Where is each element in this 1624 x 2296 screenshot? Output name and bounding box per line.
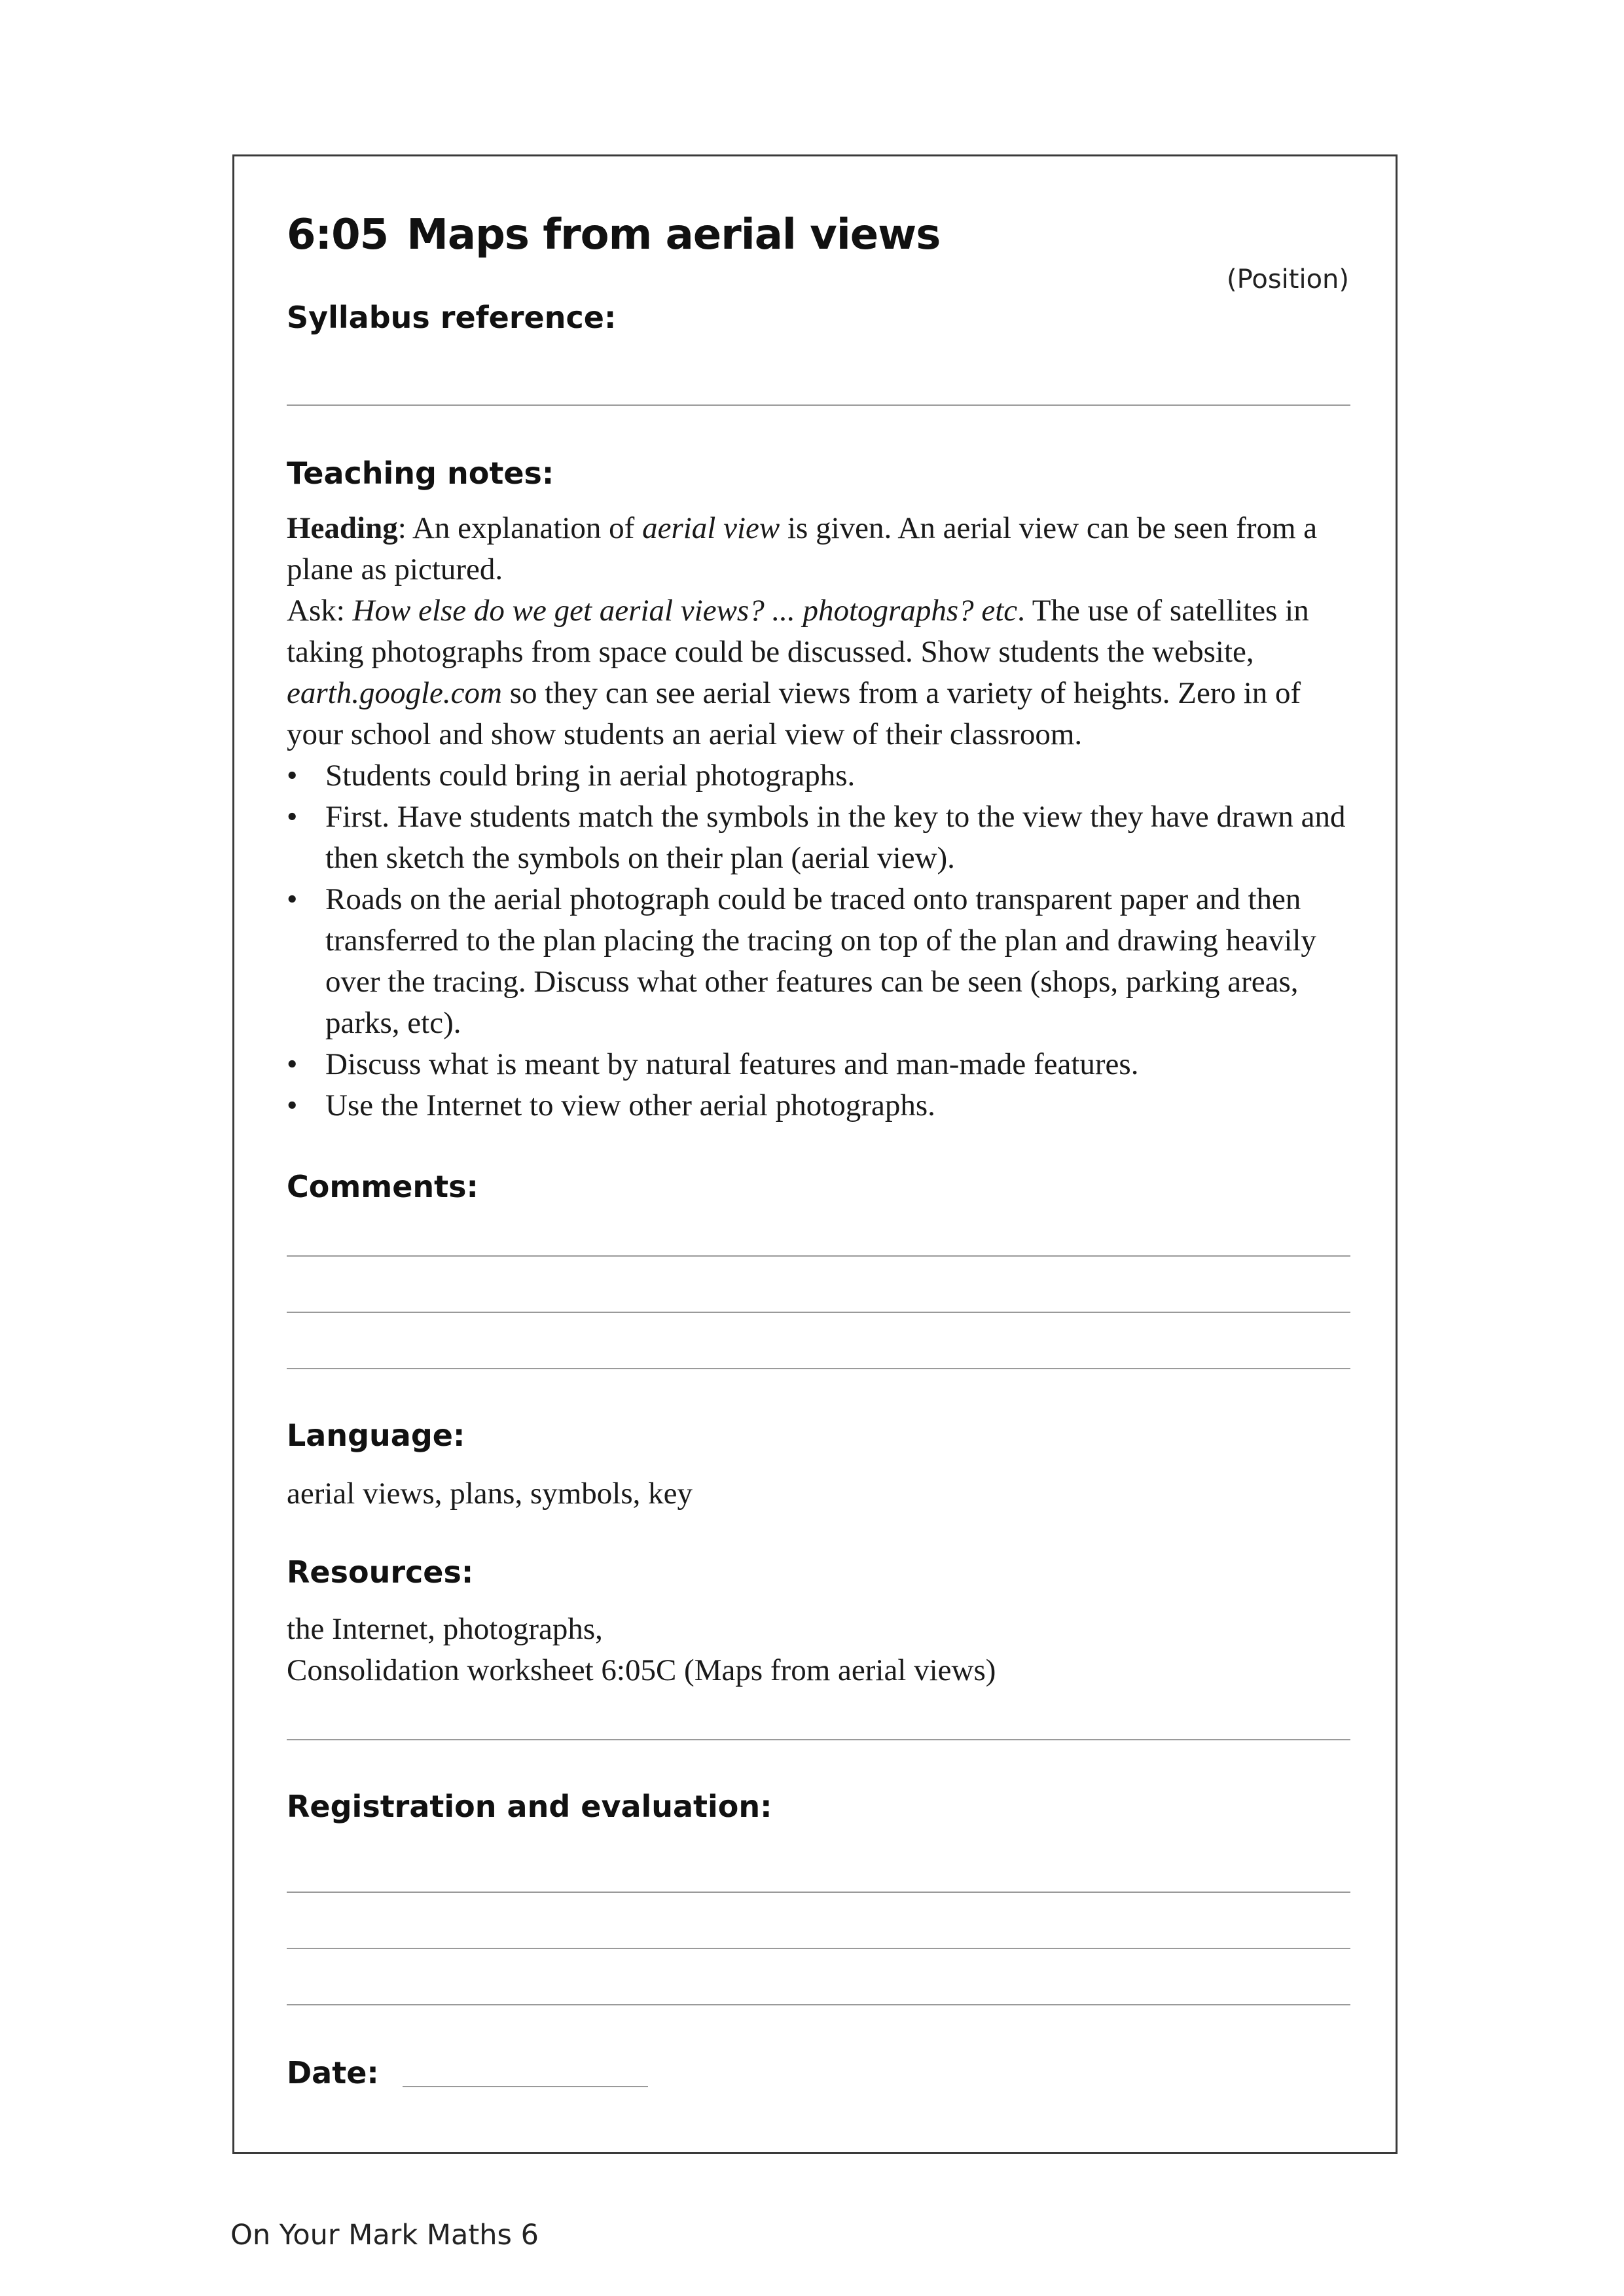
- para2-text-2: . The use of satellites in taking photographs from space could be discussed. Show students the website,: [287, 594, 1309, 669]
- resources-text: [287, 1609, 1360, 1691]
- comments-heading: Comments:: [287, 1169, 478, 1204]
- page-title: [287, 211, 940, 259]
- list-item: [287, 1085, 1360, 1126]
- date-line: [403, 2086, 648, 2087]
- para1-term-aerial-view: aerial view: [642, 511, 780, 545]
- resources-line-2: Consolidation worksheet 6:05C (Maps from aerial views): [287, 1653, 996, 1687]
- bullet-icon: •: [287, 1088, 298, 1122]
- teaching-notes-list: [287, 755, 1360, 1126]
- registration-line-2: [287, 1948, 1350, 1949]
- language-text: aerial views, plans, symbols, key: [287, 1477, 693, 1511]
- para2-text-3: so they can see aerial views from a variety of heights. Zero in of your school and show students an aerial view of their classroom.: [287, 676, 1301, 751]
- list-item: [287, 1044, 1360, 1085]
- list-item-text: Students could bring in aerial photographs.: [325, 759, 856, 793]
- list-item: [287, 879, 1360, 1044]
- resources-line: [287, 1739, 1350, 1740]
- list-item: [287, 797, 1360, 879]
- list-item-text: Roads on the aerial photograph could be traced onto transparent paper and then transferred to the plan placing the tracing on top of the plan and drawing heavily over the tracing. Discuss what other features can be seen (shops, parking areas, parks, etc).: [325, 882, 1316, 1040]
- bullet-icon: •: [287, 882, 298, 916]
- language-heading: Language:: [287, 1418, 465, 1453]
- position-tag: (Position): [1227, 264, 1349, 295]
- date-label: Date:: [287, 2055, 379, 2090]
- para1-text-2: is given. An aerial view can be seen from a plane as pictured.: [287, 511, 1318, 586]
- syllabus-heading: Syllabus reference:: [287, 300, 617, 335]
- section-title: Maps from aerial views: [406, 211, 941, 259]
- resources-line-1: the Internet, photographs,: [287, 1612, 603, 1646]
- registration-heading: Registration and evaluation:: [287, 1789, 772, 1824]
- bullet-icon: •: [287, 759, 298, 793]
- bullet-icon: •: [287, 1047, 298, 1081]
- footer-text: On Your Mark Maths 6: [230, 2219, 539, 2251]
- registration-line-3: [287, 2004, 1350, 2005]
- para2-text-1: Ask:: [287, 594, 353, 628]
- para2-question: How else do we get aerial views? ... photographs? etc: [352, 594, 1018, 628]
- para1-text-1: : An explanation of: [397, 511, 643, 545]
- page-frame: [232, 154, 1398, 2154]
- syllabus-line: [287, 404, 1350, 406]
- section-number: 6:05: [287, 211, 389, 259]
- website-link: earth.google.com: [287, 676, 502, 710]
- heading-term: Heading: [287, 511, 398, 545]
- registration-line-1: [287, 1892, 1350, 1893]
- list-item-text: Use the Internet to view other aerial photographs.: [325, 1088, 935, 1122]
- teaching-notes-paragraph-2: [287, 590, 1360, 755]
- teaching-notes-heading: Teaching notes:: [287, 456, 554, 491]
- comments-line-1: [287, 1255, 1350, 1257]
- list-item: [287, 755, 1360, 797]
- teaching-notes-paragraph-1: [287, 508, 1360, 590]
- list-item-text: First. Have students match the symbols in the key to the view they have drawn and then sketch the symbols on their plan (aerial view).: [325, 800, 1346, 875]
- comments-line-2: [287, 1312, 1350, 1313]
- list-item-text: Discuss what is meant by natural features and man-made features.: [325, 1047, 1139, 1081]
- resources-heading: Resources:: [287, 1554, 474, 1590]
- comments-line-3: [287, 1368, 1350, 1369]
- bullet-icon: •: [287, 800, 298, 834]
- teaching-notes-body: [287, 508, 1360, 1126]
